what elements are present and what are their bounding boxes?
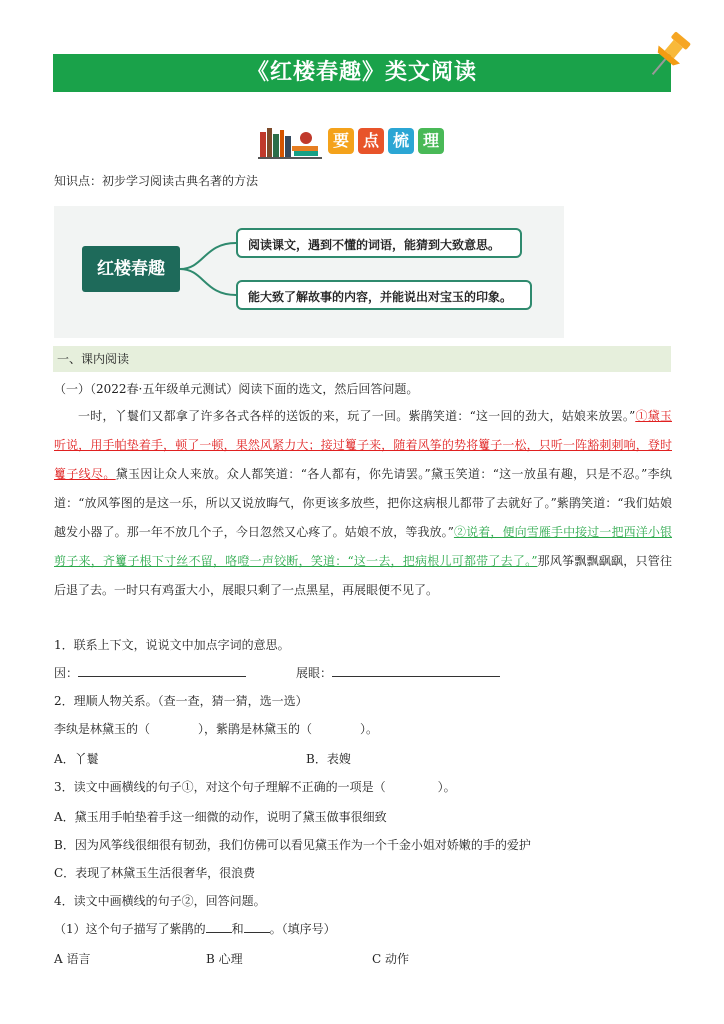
question-2-line bbox=[54, 720, 378, 737]
answer-blank[interactable] bbox=[332, 664, 500, 677]
knowledge-point: 知识点：初步学习阅读古典名著的方法 bbox=[54, 174, 259, 188]
choice-a: A 语言 bbox=[54, 952, 91, 966]
question-2: 2．理顺人物关系。（查一查，猜一猜，选一选） bbox=[54, 694, 308, 708]
question-text: 。（填序号） bbox=[269, 922, 336, 936]
question-text: （1）这个句子描写了紫鹃的 bbox=[54, 922, 206, 936]
title-banner bbox=[53, 54, 671, 92]
question-3 bbox=[54, 778, 456, 795]
underlined-sentence-1: ①黛玉听说，用手帕垫着手，顿了一顿，果然风紧力大；接过籰子来，随着风筝的势将籰子一松，只听一阵豁刺刺响，登时籰子线尽。 bbox=[54, 409, 672, 481]
passage-text: 黛玉因让众人来放。众人都笑道：“各人都有，你先请罢。”黛玉笑道：“这一放虽有趣，只是不忍。”李纨道：“放风筝图的是这一乐，所以又说放晦气，你更该多放些，把你这病根儿都带了去就好了。”紫鹃笑道：“我们姑娘越发小器了。那一年不放几个子，今日忽然又心疼了。姑娘不放，等我放。” bbox=[54, 467, 672, 539]
choice-c: C 动作 bbox=[372, 952, 409, 966]
question-1-answers bbox=[54, 664, 500, 681]
answer-blank[interactable] bbox=[78, 664, 246, 677]
badge-char-4: 理 bbox=[418, 128, 444, 154]
question-text: 3．读文中画横线的句子①，对这个句子理解不正确的一项是（ bbox=[54, 780, 386, 794]
choice-c: C．表现了林黛玉生活很奢华，很浪费 bbox=[54, 866, 256, 880]
badge-char-3: 梳 bbox=[388, 128, 414, 154]
question-text: 李纨是林黛玉的（ bbox=[54, 722, 151, 736]
page-title: 《红楼春趣》类文阅读 bbox=[246, 60, 477, 85]
question-text: ），紫鹃是林黛玉的（ bbox=[198, 722, 313, 736]
answer-label: 因： bbox=[54, 666, 79, 680]
question-intro: （一）（2022春·五年级单元测试）阅读下面的选文，然后回答问题。 bbox=[54, 382, 419, 396]
question-1: 1．联系上下文，说说文中加点字词的意思。 bbox=[54, 638, 290, 652]
badge-char-2: 点 bbox=[358, 128, 384, 154]
passage-text: 那风筝飘飘飖飖，只管往后退了去。一时只有鸡蛋大小，展眼只剩了一点黑星，再展眼便不见了。 bbox=[54, 554, 672, 597]
section-badge bbox=[258, 122, 458, 162]
reading-passage bbox=[54, 402, 672, 605]
mind-map-leaf: 阅读课文，遇到不懂的词语，能猜到大致意思。 bbox=[236, 228, 522, 258]
choice-b: B．因为风筝线很细很有韧劲，我们仿佛可以看见黛玉作为一个千金小姐对娇嫩的手的爱护 bbox=[54, 838, 531, 852]
question-text: ）。 bbox=[437, 780, 456, 794]
books-icon bbox=[258, 124, 324, 160]
choice-b: B 心理 bbox=[206, 952, 243, 966]
pushpin-icon bbox=[640, 28, 696, 84]
question-4: 4．读文中画横线的句子②，回答问题。 bbox=[54, 894, 266, 908]
question-text: ）。 bbox=[360, 722, 379, 736]
choice-a: A．黛玉用手帕垫着手这一细微的动作，说明了黛玉做事很细致 bbox=[54, 810, 387, 824]
choice-a: A．丫鬟 bbox=[54, 752, 99, 766]
question-text: 和 bbox=[231, 922, 244, 936]
underlined-sentence-2: ②说着，便向雪雁手中接过一把西洋小银剪子来，齐籰子根下寸丝不留，咯噔一声铰断，笑道：“这一去，把病根儿可都带了去了。” bbox=[54, 525, 672, 568]
choice-b: B．表嫂 bbox=[306, 752, 351, 766]
answer-label: 展眼： bbox=[296, 666, 333, 680]
answer-blank[interactable] bbox=[206, 920, 232, 933]
mind-map-root: 红楼春趣 bbox=[82, 246, 180, 292]
answer-blank[interactable] bbox=[244, 920, 270, 933]
passage-text: 一时，丫鬟们又都拿了许多各式各样的送饭的来，玩了一回。紫鹃笑道：“这一回的劲大，姑娘来放罢。” bbox=[78, 409, 636, 423]
section-heading: 一、课内阅读 bbox=[53, 346, 671, 372]
badge-char-1: 要 bbox=[328, 128, 354, 154]
mind-map bbox=[54, 206, 564, 338]
mind-map-leaf: 能大致了解故事的内容，并能说出对宝玉的印象。 bbox=[236, 280, 532, 310]
question-4-1 bbox=[54, 920, 336, 937]
